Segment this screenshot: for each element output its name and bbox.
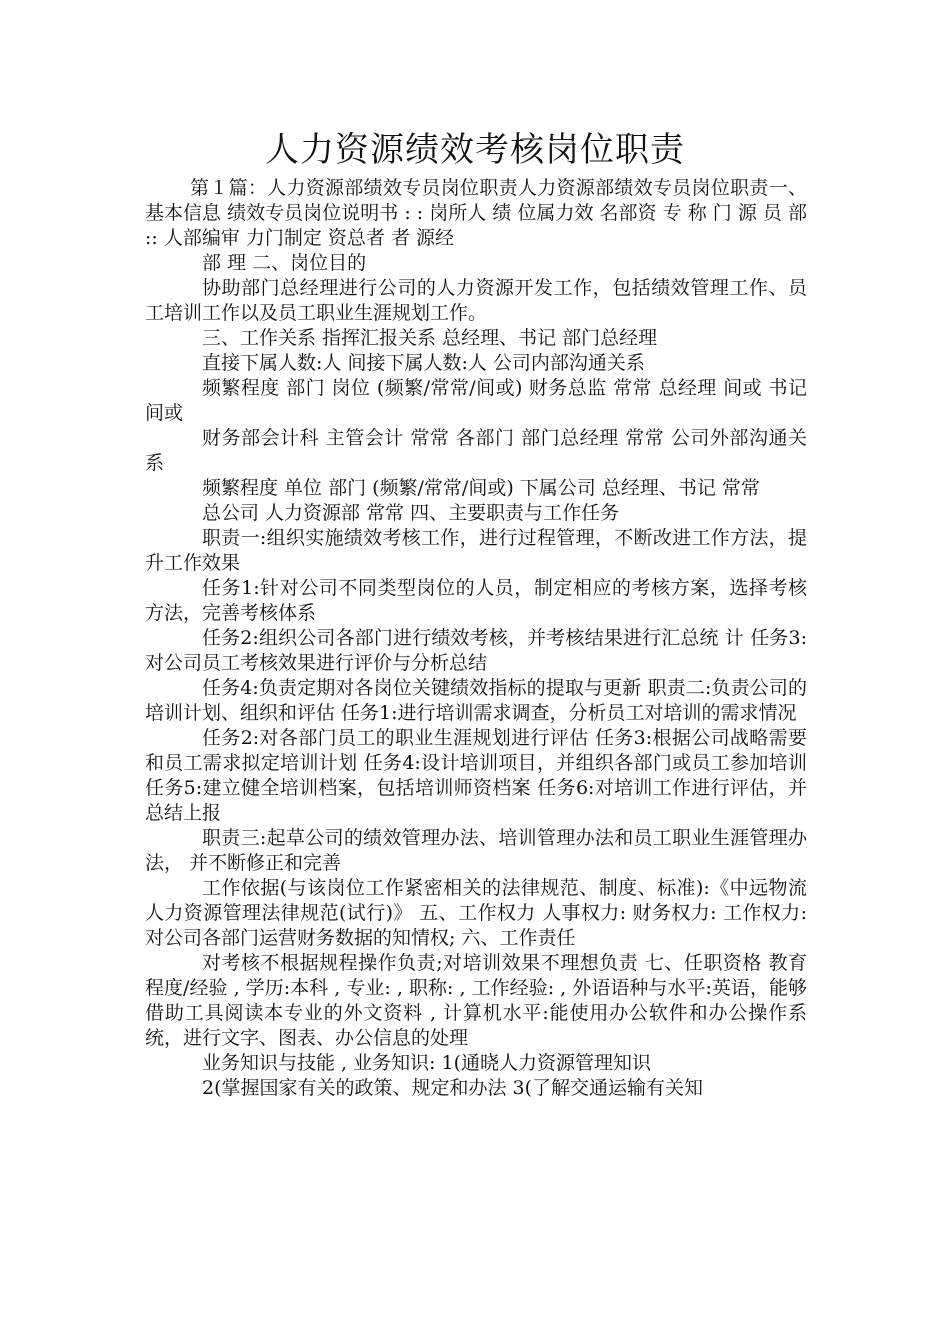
paragraph: 直接下属人数:人 间接下属人数:人 公司内部沟通关系 [202,352,645,374]
paragraph: 2(掌握国家有关的政策、规定和办法 3(了解交通运输有关知 [202,1077,704,1099]
paragraph: 工作依据(与该岗位工作紧密相关的法律规范、制度、标准):《中远物流人力资源管理法律规范(试行)》 五、工作权力 人事权力: 财务权力: 工作权力: 对公司各部门运营财务数据的知情权; 六、工作责任 [145,877,807,949]
paragraph: 第１篇：人力资源部绩效专员岗位职责人力资源部绩效专员岗位职责一、基本信息 绩效专员岗位说明书 : : 岗所人 绩 位属力效 名部资 专 称 门 源 员 部 :: 人部编审 力门制定 资总者 者 源经 [145,177,807,249]
paragraph: 频繁程度 单位 部门 (频繁/常常/间或) 下属公司 总经理、书记 常常 [202,477,760,499]
paragraph: 职责三:起草公司的绩效管理办法、培训管理办法和员工职业生涯管理办法， 并不断修正和完善 [145,827,807,874]
paragraph: 对考核不根据规程操作负责;对培训效果不理想负责 七、任职资格 教育程度/经验 , 学历:本科 , 专业: , 职称: , 工作经验: , 外语语种与水平:英语，能够借助工具阅读本专业的外文资料 , 计算机水平:能使用办公软件和办公操作系统，进行文字、图表、办公信息的处理 [145,952,807,1049]
paragraph: 部 理 二、岗位目的 [202,252,367,274]
paragraph: 总公司 人力资源部 常常 四、主要职责与工作任务 [202,502,620,524]
paragraph: 任务2:对各部门员工的职业生涯规划进行评估 任务3:根据公司战略需要和员工需求拟定培训计划 任务4:设计培训项目，并组织各部门或员工参加培训 任务5:建立健全培训档案，包括培训师资档案 任务6:对培训工作进行评估，并总结上报 [145,727,807,824]
paragraph: 任务4:负责定期对各岗位关键绩效指标的提取与更新 职责二:负责公司的培训计划、组织和评估 任务1:进行培训需求调查，分析员工对培训的需求情况 [145,677,807,724]
paragraph: 协助部门总经理进行公司的人力资源开发工作，包括绩效管理工作、员工培训工作以及员工职业生涯规划工作。 [145,277,807,324]
paragraph: 任务2:组织公司各部门进行绩效考核，并考核结果进行汇总统 计 任务3:对公司员工考核效果进行评价与分析总结 [145,627,807,674]
paragraph: 业务知识与技能 , 业务知识: 1(通晓人力资源管理知识 [202,1052,652,1074]
document-title: 人力资源绩效考核岗位职责 [265,130,685,170]
paragraph: 频繁程度 部门 岗位 (频繁/常常/间或) 财务总监 常常 总经理 间或 书记 间或 [145,377,807,424]
paragraph: 任务1:针对公司不同类型岗位的人员，制定相应的考核方案，选择考核方法，完善考核体系 [145,577,807,624]
paragraph: 三、工作关系 指挥汇报关系 总经理、书记 部门总经理 [202,327,658,349]
document-body [145,176,807,1101]
paragraph: 职责一:组织实施绩效考核工作，进行过程管理，不断改进工作方法，提升工作效果 [145,527,807,574]
paragraph: 财务部会计科 主管会计 常常 各部门 部门总经理 常常 公司外部沟通关系 [145,427,807,474]
